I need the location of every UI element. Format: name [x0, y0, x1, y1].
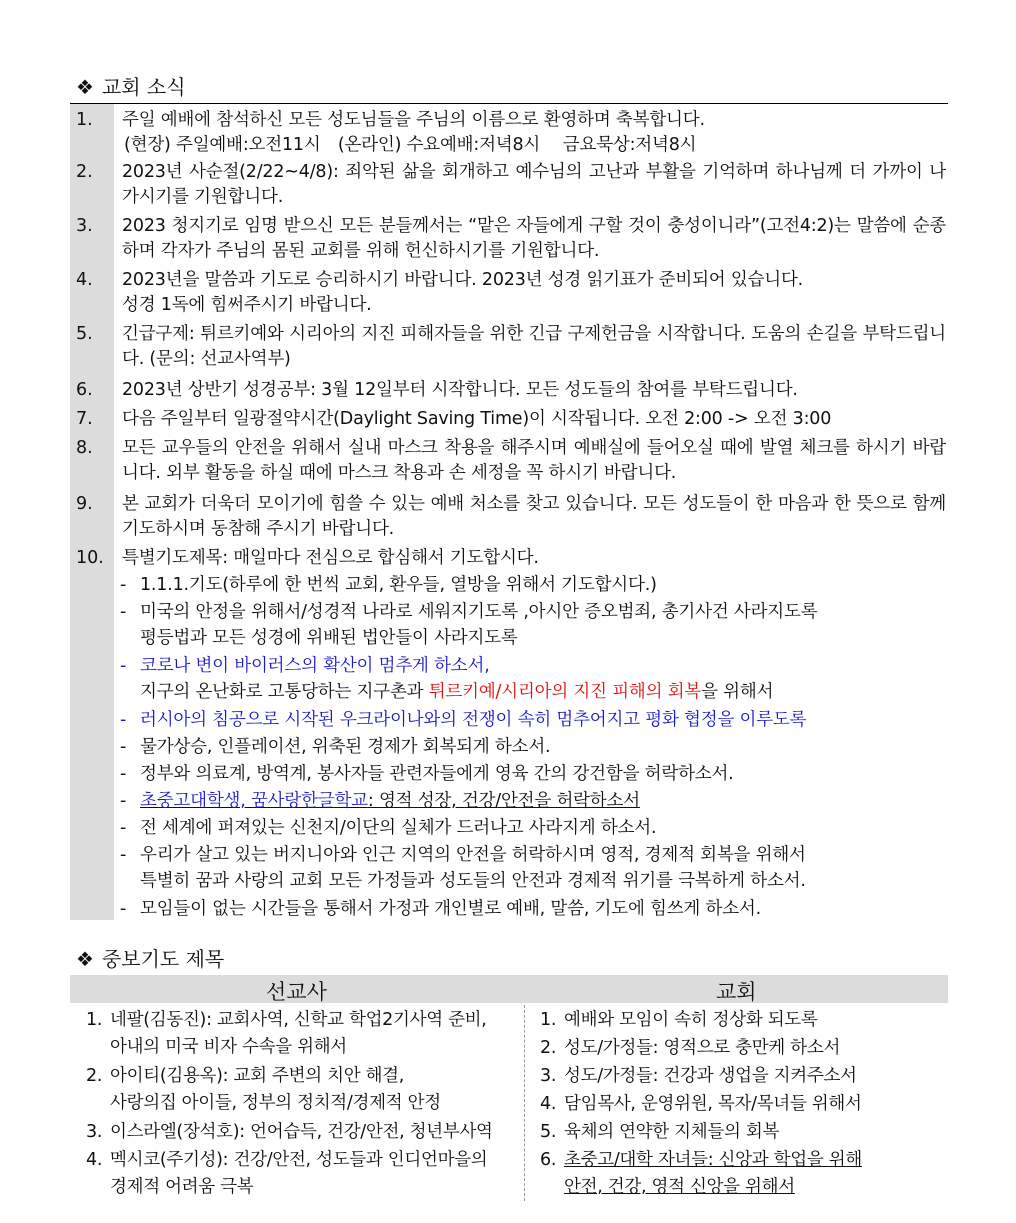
item-text: 긴급구제: 튀르키예와 시리아의 지진 피해자들을 위한 긴급 구제헌금을 시작합니다. 도움의 손길을 부탁드립니다. (문의: 선교사역부) — [122, 324, 946, 369]
prayer-sub-10 — [120, 896, 948, 922]
sub-text: 러시아의 침공으로 시작된 우크라이나와의 전쟁이 속히 멈추어지고 평화 협정을 이루도록 — [140, 710, 807, 730]
dash-bullet: - — [120, 791, 127, 811]
news-item-5 — [76, 322, 946, 372]
news-item-4 — [76, 268, 946, 318]
missionary-item-4 — [86, 1147, 522, 1201]
item-text: 2023년을 말씀과 기도로 승리하시기 바랍니다. 2023년 성경 읽기표가 준비되어 있습니다. — [122, 270, 804, 290]
church-item-3 — [540, 1063, 944, 1090]
dash-bullet: - — [120, 575, 127, 595]
item-number: 1. — [86, 1010, 103, 1030]
church-item-5 — [540, 1119, 944, 1146]
item-number: 1. — [76, 110, 93, 130]
prayer-sub-8 — [120, 815, 948, 841]
item-text-line2: 성경 1독에 힘써주시기 바랍니다. — [122, 295, 372, 315]
prayer-table-header — [70, 975, 948, 1003]
item-number: 2. — [86, 1066, 103, 1086]
item-text: 예배와 모임이 속히 정상화 되도록 — [564, 1010, 818, 1030]
item-text: 육체의 연약한 지체들의 회복 — [564, 1122, 780, 1142]
dash-bullet: - — [120, 737, 127, 757]
news-item-3 — [76, 214, 946, 264]
sub-text: 물가상승, 인플레이션, 위축된 경제가 회복되게 하소서. — [140, 737, 551, 757]
news-title-rule — [70, 103, 948, 104]
item-number: 9. — [76, 494, 93, 514]
prayer-sub-3 — [120, 653, 948, 705]
item-number: 10. — [76, 548, 104, 568]
column-divider — [524, 1005, 525, 1201]
sub-text-line2: 특별히 꿈과 사랑의 교회 모든 가정들과 성도들의 안전과 경제적 위기를 극복하게 하소서. — [140, 871, 806, 891]
item-text-line2: 경제적 어려움 극복 — [110, 1177, 254, 1197]
item-text: 본 교회가 더욱더 모이기에 힘쓸 수 있는 예배 처소를 찾고 있습니다. 모든 성도들이 한 마음과 한 뜻으로 함께 기도하시며 동참해 주시기 바랍니다. — [122, 494, 946, 539]
news-item-7 — [76, 407, 946, 432]
item-number: 5. — [540, 1122, 557, 1142]
item-text: 특별기도제목: 매일마다 전심으로 합심해서 기도합시다. — [122, 548, 539, 568]
sub-text: 미국의 안정을 위해서/성경적 나라로 세워지기도록 ,아시안 증오범죄, 총기사건 사라지도록 — [140, 602, 818, 622]
item-text: 담임목사, 운영위원, 목자/목녀들 위해서 — [564, 1094, 862, 1114]
news-item-2 — [76, 160, 946, 210]
news-item-8 — [76, 436, 946, 486]
missionary-item-1 — [86, 1007, 522, 1061]
item-text: 2023 청지기로 임명 받으신 모든 분들께서는 “맡은 자들에게 구할 것이 충성이니라”(고전4:2)는 말씀에 순종하며 각자가 주님의 몸된 교회를 위해 헌신하시기를 기원합니다. — [122, 216, 946, 261]
item-number: 3. — [540, 1066, 557, 1086]
dash-bullet: - — [120, 764, 127, 784]
dash-bullet: - — [120, 845, 127, 865]
item-number: 2. — [540, 1038, 557, 1058]
missionary-item-3 — [86, 1119, 522, 1146]
item-text-line2: (현장) 주일예배:오전11시 (온라인) 수요예배:저녁8시 금요묵상:저녁8시 — [124, 135, 697, 155]
prayer-sub-4 — [120, 707, 948, 733]
sub-text: 모임들이 없는 시간들을 통해서 가정과 개인별로 예배, 말씀, 기도에 힘쓰게 하소서. — [140, 899, 761, 919]
news-item-9 — [76, 492, 946, 542]
item-text: 모든 교우들의 안전을 위해서 실내 마스크 착용을 해주시며 예배실에 들어오실 때에 발열 체크를 하시기 바랍니다. 외부 활동을 하실 때에 마스크 착용과 손 세정을 꼭 하시기 바랍니다. — [122, 438, 946, 483]
item-number: 1. — [540, 1010, 557, 1030]
prayer-section-title — [76, 946, 224, 972]
item-text: 주일 예배에 참석하신 모든 성도님들을 주님의 이름으로 환영하며 축복합니다. — [122, 110, 705, 130]
item-text: 성도/가정들: 영적으로 충만케 하소서 — [564, 1038, 841, 1058]
missionary-item-2 — [86, 1063, 522, 1117]
highlight-red-text: 튀르키예/시리아의 지진 피해의 회복 — [428, 682, 702, 702]
church-item-6 — [540, 1147, 944, 1201]
sub-text-line2: 평등법과 모든 성경에 위배된 법안들이 사라지도록 — [140, 628, 518, 648]
dash-bullet: - — [120, 710, 127, 730]
item-text: 성도/가정들: 건강과 생업을 지켜주소서 — [564, 1066, 857, 1086]
item-text: 아이티(김용옥): 교회 주변의 치안 해결, — [110, 1066, 405, 1086]
diamond-bullet-icon: ❖ — [76, 947, 94, 971]
item-number: 4. — [86, 1150, 103, 1170]
sub-text: : 영적 성장, 건강/안전을 허락하소서 — [367, 791, 640, 811]
missionary-column-header: 선교사 — [266, 980, 327, 1004]
diamond-bullet-icon: ❖ — [76, 75, 94, 99]
prayer-sub-6 — [120, 761, 948, 787]
item-text: 이스라엘(장석호): 언어습득, 건강/안전, 청년부사역 — [110, 1122, 493, 1142]
item-number: 2. — [76, 162, 93, 182]
item-text-line2: 사랑의집 아이들, 정부의 정치적/경제적 안정 — [110, 1093, 441, 1113]
church-item-4 — [540, 1091, 944, 1118]
sub-text: 1.1.1.기도(하루에 한 번씩 교회, 환우들, 열방을 위해서 기도합시다.) — [140, 575, 657, 595]
item-text-line2: 안전, 건강, 영적 신앙을 위해서 — [564, 1177, 795, 1197]
news-title-text: 교회 소식 — [101, 75, 186, 99]
church-item-1 — [540, 1007, 944, 1034]
dash-bullet: - — [120, 656, 127, 676]
news-item-6 — [76, 378, 946, 403]
dash-bullet: - — [120, 602, 127, 622]
item-number: 7. — [76, 409, 93, 429]
prayer-title-text: 중보기도 제목 — [101, 947, 225, 971]
item-text: 네팔(김동진): 교회사역, 신학교 학업2기사역 준비, — [110, 1010, 487, 1030]
sub-text-tail: 을 위해서 — [701, 682, 774, 702]
church-column-header: 교회 — [716, 980, 757, 1004]
dash-bullet: - — [120, 899, 127, 919]
item-number: 3. — [76, 216, 93, 236]
news-section-title — [76, 74, 186, 100]
prayer-sub-5 — [120, 734, 948, 760]
item-text: 2023년 상반기 성경공부: 3월 12일부터 시작합니다. 모든 성도들의 참여를 부탁드립니다. — [122, 380, 798, 400]
news-item-10 — [76, 546, 946, 571]
highlight-blue-text: 초중고대학생, 꿈사랑한글학교 — [140, 791, 368, 811]
prayer-sub-1 — [120, 572, 948, 598]
item-text: 2023년 사순절(2/22~4/8): 죄악된 삶을 회개하고 예수님의 고난과 부활을 기억하며 하나님께 더 가까이 나가시기를 기원합니다. — [122, 162, 946, 207]
prayer-sub-2 — [120, 599, 948, 651]
news-item-1 — [76, 108, 946, 158]
item-number: 6. — [540, 1150, 557, 1170]
sub-text: 전 세계에 퍼져있는 신천지/이단의 실체가 드러나고 사라지게 하소서. — [140, 818, 657, 838]
item-number: 4. — [540, 1094, 557, 1114]
item-number: 3. — [86, 1122, 103, 1142]
dash-bullet: - — [120, 818, 127, 838]
sub-text: 정부와 의료계, 방역계, 봉사자들 관련자들에게 영육 간의 강건함을 허락하소서. — [140, 764, 734, 784]
sub-text: 코로나 변이 바이러스의 확산이 멈추게 하소서, — [140, 656, 490, 676]
sub-text: 우리가 살고 있는 버지니아와 인근 지역의 안전을 허락하시며 영적, 경제적 회복을 위해서 — [140, 845, 806, 865]
prayer-sub-9 — [120, 842, 948, 894]
item-number: 8. — [76, 438, 93, 458]
item-number: 4. — [76, 270, 93, 290]
item-text: 멕시코(주기성): 건강/안전, 성도들과 인디언마을의 — [110, 1150, 488, 1170]
church-item-2 — [540, 1035, 944, 1062]
item-text: 다음 주일부터 일광절약시간(Daylight Saving Time)이 시작됩니다. 오전 2:00 -> 오전 3:00 — [122, 409, 832, 429]
item-text: 초중고/대학 자녀들: 신앙과 학업을 위해 — [564, 1150, 862, 1170]
item-number: 6. — [76, 380, 93, 400]
item-number: 5. — [76, 324, 93, 344]
prayer-sub-7 — [120, 788, 948, 814]
item-text-line2: 아내의 미국 비자 수속을 위해서 — [110, 1037, 347, 1057]
sub-text-line2: 지구의 온난화로 고통당하는 지구촌과 — [140, 682, 429, 702]
